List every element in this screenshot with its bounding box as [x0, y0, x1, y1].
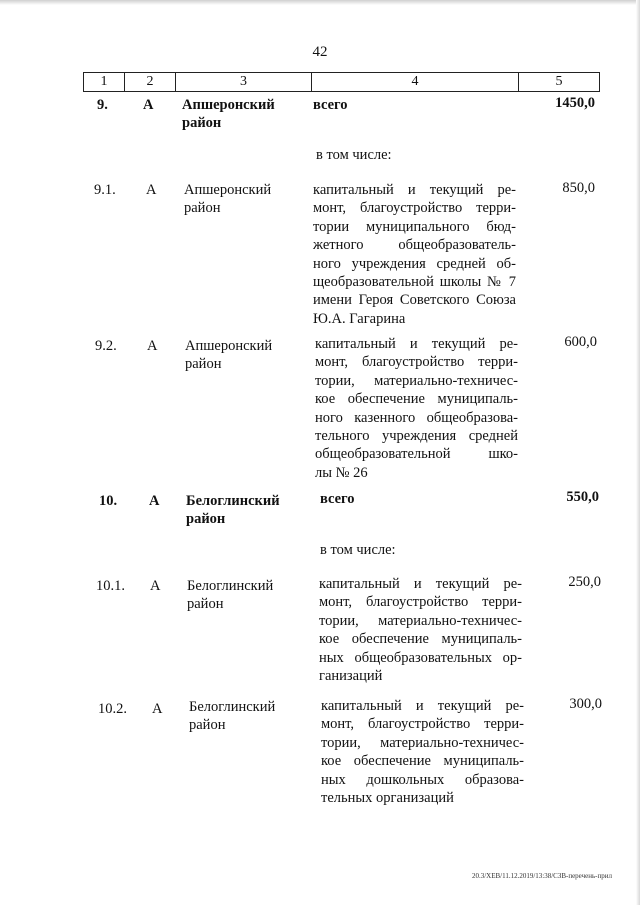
- row-district: Апшеронский район: [184, 182, 272, 217]
- row-sum: 600,0: [564, 334, 597, 350]
- footer-reference: 20.3/ХЕВ/11.12.2019/13:38/СЗВ-перечень-прил: [471, 872, 612, 880]
- row-number: 10.: [99, 493, 118, 509]
- row-number: 10.1.: [96, 578, 125, 594]
- row-category: А: [147, 338, 158, 354]
- row-district: Белоглинский район: [189, 699, 276, 734]
- row-description: всего: [313, 97, 348, 113]
- row-description: капитальный и текущий ре- монт, благоустройство терри- тории муниципального бюд- жетного общеобразователь- ного учреждения средней об- щеобразовательной школы № 7 имени Героя Советского Союза Ю.А. Гагарина: [313, 182, 516, 327]
- row-number: 10.2.: [98, 701, 127, 717]
- scan-edge-top: [0, 0, 640, 5]
- row-category: А: [143, 97, 154, 113]
- row-description: капитальный и текущий ре- монт, благоустройство терри- тории, материально-техничес- кое обеспечение муниципаль- ных дошкольных образова- тельных организаций: [321, 698, 524, 807]
- header-col-3: 3: [175, 73, 311, 91]
- header-col-2: 2: [124, 73, 175, 91]
- page-number: 42: [312, 44, 328, 60]
- header-col-5: 5: [518, 73, 599, 91]
- row-category: А: [146, 182, 157, 198]
- row-category: А: [152, 701, 163, 717]
- row-sum: 850,0: [562, 180, 595, 196]
- row-district: Апшеронский район: [185, 338, 273, 373]
- row-description: капитальный и текущий ре- монт, благоустройство терри- тории, материально-техничес- кое обеспечение муниципаль- ного казенного общеобразова- тельного учреждения средней общеобразовательной шко- лы № 26: [315, 336, 518, 481]
- row-sum: 1450,0: [555, 95, 595, 111]
- row-district: Белоглинский район: [186, 493, 280, 528]
- row-sum: 550,0: [566, 489, 599, 505]
- header-col-1: 1: [100, 74, 108, 89]
- header-col-4: 4: [311, 73, 518, 91]
- row-district: Апшеронский район: [182, 97, 275, 132]
- row-subtitle: в том числе:: [316, 147, 392, 163]
- table-header: [83, 72, 600, 92]
- row-number: 9.: [97, 97, 108, 113]
- row-description: капитальный и текущий ре- монт, благоустройство терри- тории, материально-техничес- кое обеспечение муниципаль- ных общеобразовательных ор- ганизаций: [319, 576, 522, 685]
- row-district: Белоглинский район: [187, 578, 274, 613]
- row-subtitle: в том числе:: [320, 542, 396, 558]
- row-number: 9.1.: [94, 182, 116, 198]
- row-category: А: [149, 493, 160, 509]
- row-sum: 250,0: [568, 574, 601, 590]
- row-description: всего: [320, 491, 355, 507]
- row-category: А: [150, 578, 161, 594]
- row-number: 9.2.: [95, 338, 117, 354]
- scan-edge-right: [636, 0, 640, 905]
- row-sum: 300,0: [569, 696, 602, 712]
